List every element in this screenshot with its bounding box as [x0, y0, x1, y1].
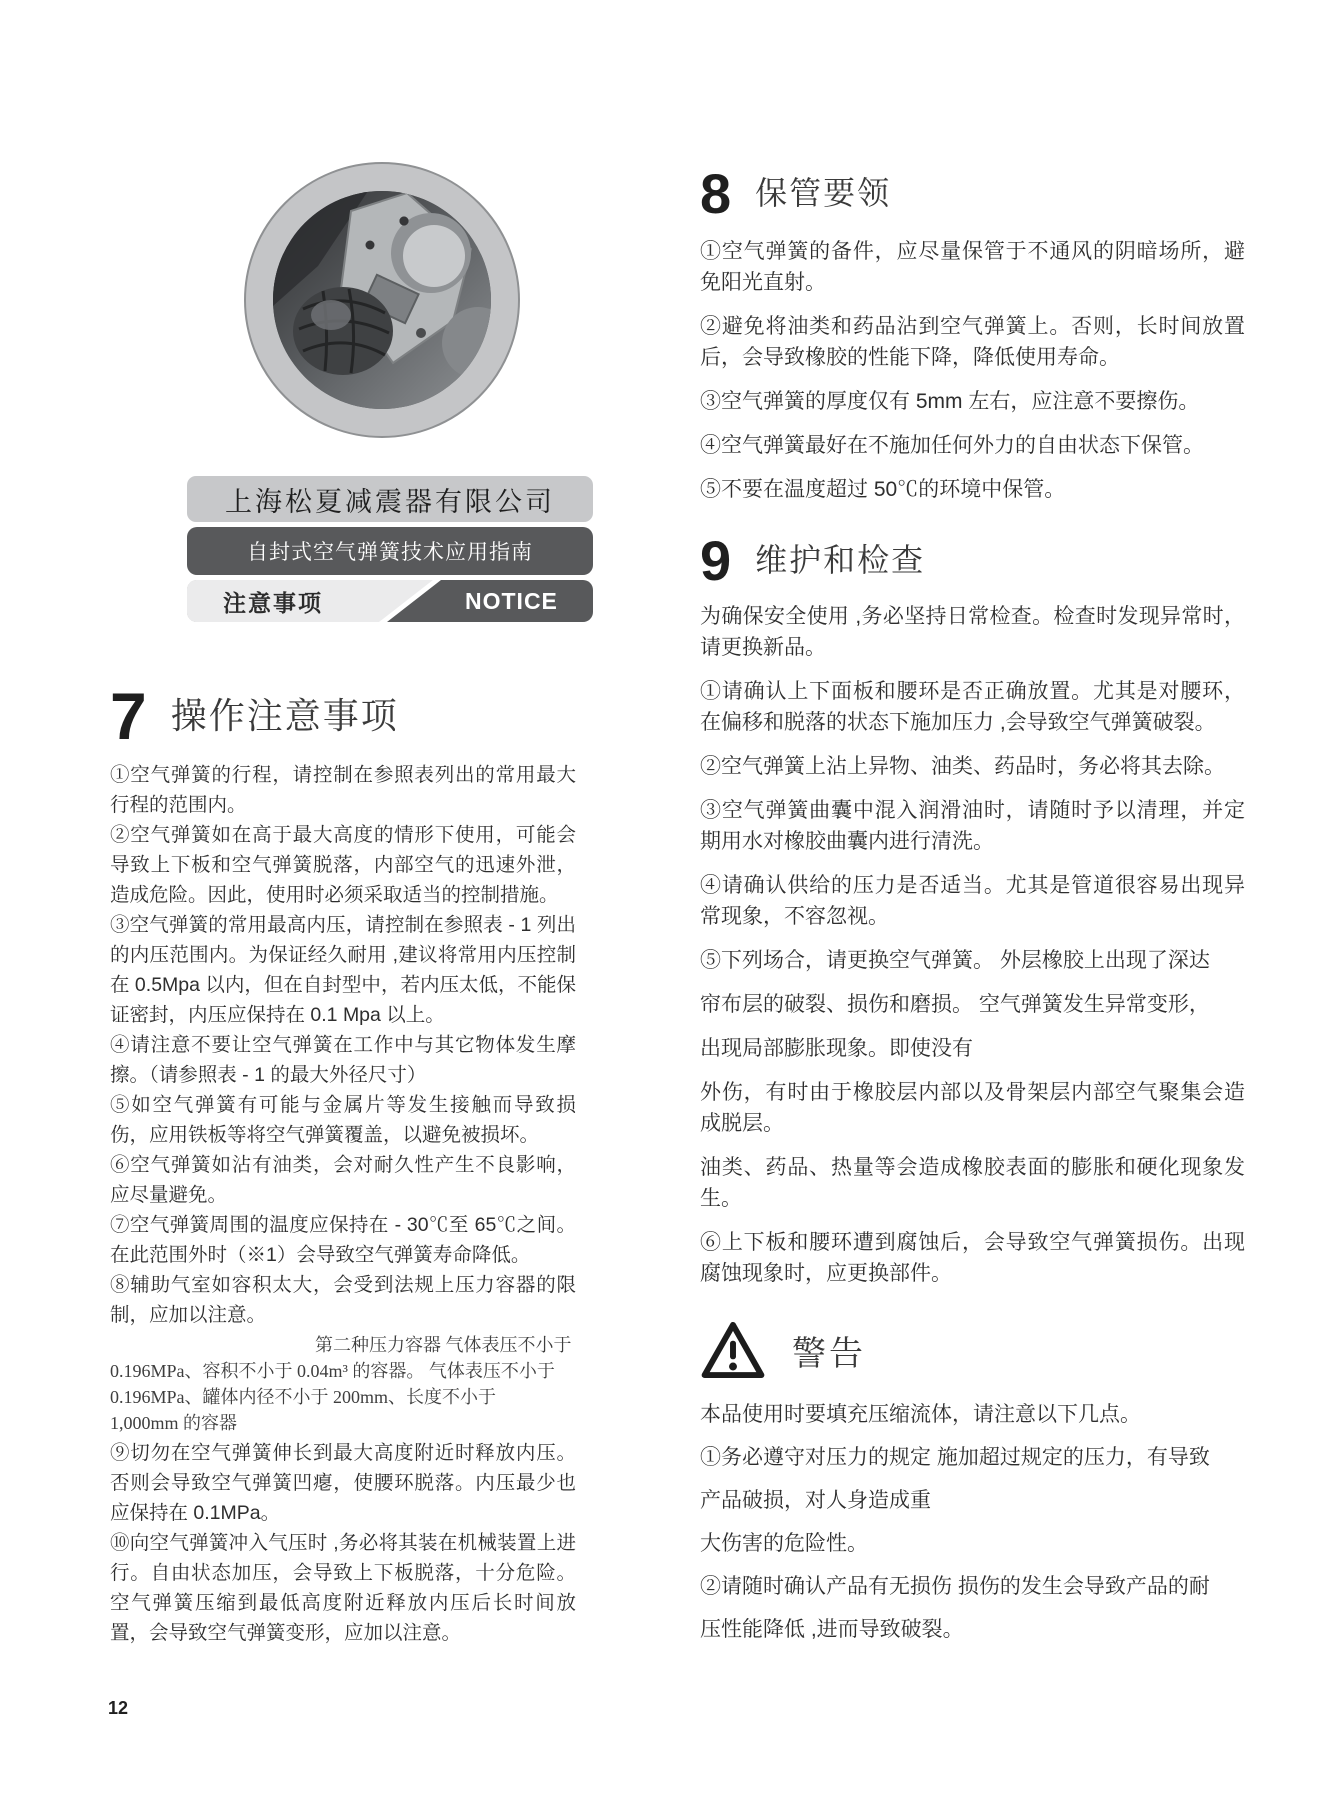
product-photo: [273, 191, 491, 409]
paragraph: ③空气弹簧曲囊中混入润滑油时，请随时予以清理，并定期用水对橡胶曲囊内进行清洗。: [700, 799, 1245, 853]
left-column: [110, 679, 576, 1648]
notice-label-en: NOTICE: [465, 587, 558, 614]
paragraph: 为确保安全使用 ,务必坚持日常检查。检查时发现异常时，请更换新品。: [700, 605, 1245, 659]
paragraph: 帘布层的破裂、损伤和磨损。 空气弹簧发生异常变形，: [700, 993, 1210, 1016]
warning-triangle-icon: [700, 1319, 766, 1381]
paragraph: 出现局部膨胀现象。即使没有: [700, 1037, 973, 1060]
warning-body: [700, 1399, 1245, 1645]
paragraph: ②请随时确认产品有无损伤 损伤的发生会导致产品的耐: [700, 1575, 1210, 1598]
paragraph: ⑥空气弹簧如沾有油类，会对耐久性产生不良影响，应尽量避免。: [110, 1154, 576, 1207]
section-9-number: 9: [700, 529, 732, 593]
paragraph: 大伤害的危险性。: [700, 1532, 868, 1555]
pressure-vessel-note: [110, 1332, 576, 1436]
paragraph: 外伤，有时由于橡胶层内部以及骨架层内部空气聚集会造成脱层。: [700, 1081, 1245, 1135]
paragraph: ⑤不要在温度超过 50℃的环境中保管。: [700, 478, 1066, 501]
company-name-bar: [187, 476, 593, 522]
notice-bar: [187, 580, 593, 622]
section-8-title: 保管要领: [755, 175, 892, 211]
section-9-header: [700, 529, 1245, 593]
section-7-number: 7: [110, 679, 147, 753]
note-line: 0.196MPa、容积不小于 0.04m³ 的容器。 气体表压不小于: [110, 1361, 555, 1382]
paragraph: 本品使用时要填充压缩流体，请注意以下几点。: [700, 1403, 1141, 1426]
note-line: 第二种压力容器 气体表压不小于: [315, 1335, 572, 1356]
paragraph: ⑧辅助气室如容积太大，会受到法规上压力容器的限制，应加以注意。: [110, 1274, 576, 1327]
paragraph: 压性能降低 ,进而导致破裂。: [700, 1618, 964, 1641]
note-line: 0.196MPa、罐体内径不小于 200mm、长度不小于: [110, 1387, 497, 1408]
section-7-title: 操作注意事项: [170, 695, 399, 737]
note-line: 1,000mm 的容器: [110, 1413, 238, 1434]
section-8-number: 8: [700, 162, 732, 226]
paragraph: ⑥上下板和腰环遭到腐蚀后，会导致空气弹簧损伤。出现腐蚀现象时，应更换部件。: [700, 1231, 1245, 1285]
paragraph: ⑩向空气弹簧冲入气压时 ,务必将其装在机械装置上进行。自由状态加压，会导致上下板脱落，十分危险。空气弹簧压缩到最低高度附近释放内压后长时间放置，会导致空气弹簧变形，应加以注意。: [110, 1532, 576, 1645]
warning-section: [700, 1319, 1245, 1645]
paragraph: ③空气弹簧的厚度仅有 5mm 左右，应注意不要擦伤。: [700, 390, 1200, 413]
warning-title: 警告: [792, 1334, 866, 1373]
page-number: 12: [108, 1698, 129, 1718]
paragraph: ③空气弹簧的常用最高内压，请控制在参照表 - 1 列出的内压范围内。为保证经久耐用 ,建议将常用内压控制在 0.5Mpa 以内，但在自封型中，若内压太低，不能保证密封，内压应保持在 0.1 Mpa 以上。: [110, 914, 576, 1027]
right-column: [700, 162, 1245, 1657]
paragraph: ①空气弹簧的行程，请控制在参照表列出的常用最大行程的范围内。: [110, 764, 576, 817]
guide-title: 自封式空气弹簧技术应用指南: [247, 541, 533, 564]
paragraph: ②空气弹簧上沾上异物、油类、药品时，务必将其去除。: [700, 755, 1225, 778]
paragraph: ⑤如空气弹簧有可能与金属片等发生接触而导致损伤，应用铁板等将空气弹簧覆盖，以避免被损坏。: [110, 1094, 576, 1147]
section-7-body: [110, 760, 576, 1648]
guide-title-bar: [187, 527, 593, 575]
paragraph: ④请注意不要让空气弹簧在工作中与其它物体发生摩擦。（请参照表 - 1 的最大外径尺寸）: [110, 1034, 576, 1087]
paragraph: ②避免将油类和药品沾到空气弹簧上。否则，长时间放置后，会导致橡胶的性能下降，降低使用寿命。: [700, 315, 1245, 369]
section-8-body: [700, 236, 1245, 505]
section-9-body: [700, 601, 1245, 1289]
paragraph: ①空气弹簧的备件，应尽量保管于不通风的阴暗场所，避免阳光直射。: [700, 240, 1245, 294]
paragraph: ④请确认供给的压力是否适当。尤其是管道很容易出现异常现象，不容忽视。: [700, 874, 1245, 928]
paragraph: ①请确认上下面板和腰环是否正确放置。尤其是对腰环，在偏移和脱落的状态下施加压力 ,会导致空气弹簧破裂。: [700, 680, 1245, 734]
section-8-header: [700, 162, 1245, 226]
paragraph: ⑤下列场合，请更换空气弹簧。 外层橡胶上出现了深达: [700, 949, 1210, 972]
paragraph: ⑦空气弹簧周围的温度应保持在 - 30℃至 65℃之间。在此范围外时（※1）会导致空气弹簧寿命降低。: [110, 1214, 576, 1267]
section-9-title: 维护和检查: [755, 542, 926, 578]
paragraph: ②空气弹簧如在高于最大高度的情形下使用，可能会导致上下板和空气弹簧脱落，内部空气的迅速外泄，造成危险。因此，使用时必须采取适当的控制措施。: [110, 824, 576, 907]
air-spring-machine-illustration: [273, 191, 491, 409]
paragraph: 产品破损，对人身造成重: [700, 1489, 931, 1512]
paragraph: ④空气弹簧最好在不施加任何外力的自由状态下保管。: [700, 434, 1204, 457]
paragraph: 油类、药品、热量等会造成橡胶表面的膨胀和硬化现象发生。: [700, 1156, 1245, 1210]
section-7-header: [110, 679, 576, 753]
section-9: [700, 529, 1245, 1289]
warning-header: [700, 1319, 1245, 1381]
paragraph: ①务必遵守对压力的规定 施加超过规定的压力，有导致: [700, 1446, 1210, 1469]
product-photo-ring: [244, 162, 520, 438]
paragraph: ⑨切勿在空气弹簧伸长到最大高度附近时释放内压。否则会导致空气弹簧凹瘪，使腰环脱落。内压最少也应保持在 0.1MPa。: [110, 1442, 576, 1525]
notice-label-cn: 注意事项: [223, 589, 323, 616]
company-name: 上海松夏减震器有限公司: [225, 486, 555, 517]
